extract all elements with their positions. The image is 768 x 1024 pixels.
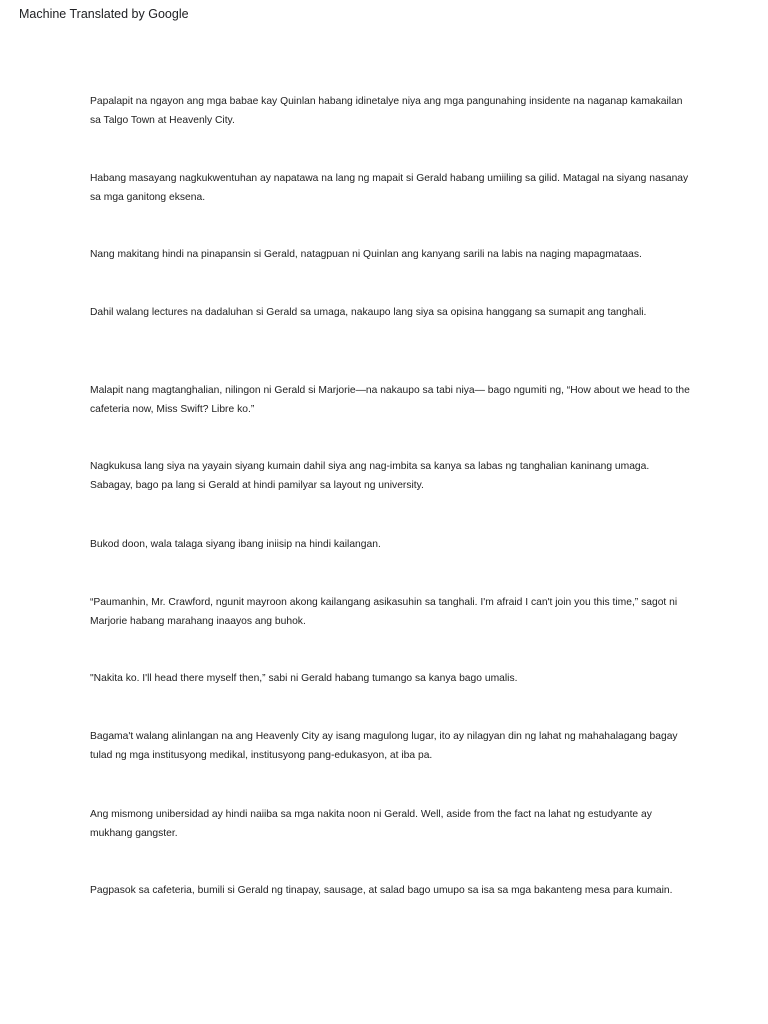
paragraph: "Nakita ko. I'll head there myself then,” sabi ni Gerald habang tumango sa kanya bago umalis.: [90, 673, 518, 684]
paragraph: Nang makitang hindi na pinapansin si Gerald, natagpuan ni Quinlan ang kanyang sarili na labis na naging mapagmataas.: [90, 249, 642, 260]
paragraph: Bagama't walang alinlangan na ang Heavenly City ay isang magulong lugar, ito ay nilagyan din ng lahat ng mahahalagang bagay tulad ng mga institusyong medikal, institusyong pang-edukasyon, at iba pa.: [90, 731, 678, 761]
paragraph: Bukod doon, wala talaga siyang ibang iniisip na hindi kailangan.: [90, 539, 381, 550]
paragraph: Pagpasok sa cafeteria, bumili si Gerald ng tinapay, sausage, at salad bago umupo sa isa sa mga bakanteng mesa para kumain.: [90, 885, 673, 896]
paragraph: Dahil walang lectures na dadaluhan si Gerald sa umaga, nakaupo lang siya sa opisina hanggang sa sumapit ang tanghali.: [90, 307, 647, 318]
paragraph: Malapit nang magtanghalian, nilingon ni Gerald si Marjorie—na nakaupo sa tabi niya— bago ngumiti ng, “How about we head to the cafeteria now, Miss Swift? Libre ko.”: [90, 385, 690, 415]
paragraph: Ang mismong unibersidad ay hindi naiiba sa mga nakita noon ni Gerald. Well, aside from the fact na lahat ng estudyante ay mukhang gangster.: [90, 809, 652, 839]
paragraph: Nagkukusa lang siya na yayain siyang kumain dahil siya ang nag-imbita sa kanya sa labas ng tanghalian kaninang umaga. Sabagay, bago pa lang si Gerald at hindi pamilyar sa layout ng university.: [90, 461, 650, 491]
paragraph: “Paumanhin, Mr. Crawford, ngunit mayroon akong kailangang asikasuhin sa tanghali. I'm afraid I can't join you this time,” sagot ni Marjorie habang marahang inaayos ang buhok.: [90, 597, 678, 627]
paragraph: Papalapit na ngayon ang mga babae kay Quinlan habang idinetalye niya ang mga pangunahing insidente na naganap kamakailan sa Talgo Town at Heavenly City.: [90, 96, 683, 126]
machine-translation-header: Machine Translated by Google: [19, 7, 189, 21]
paragraph: Habang masayang nagkukwentuhan ay napatawa na lang ng mapait si Gerald habang umiiling sa gilid. Matagal na siyang nasanay sa mga ganitong eksena.: [90, 173, 689, 203]
